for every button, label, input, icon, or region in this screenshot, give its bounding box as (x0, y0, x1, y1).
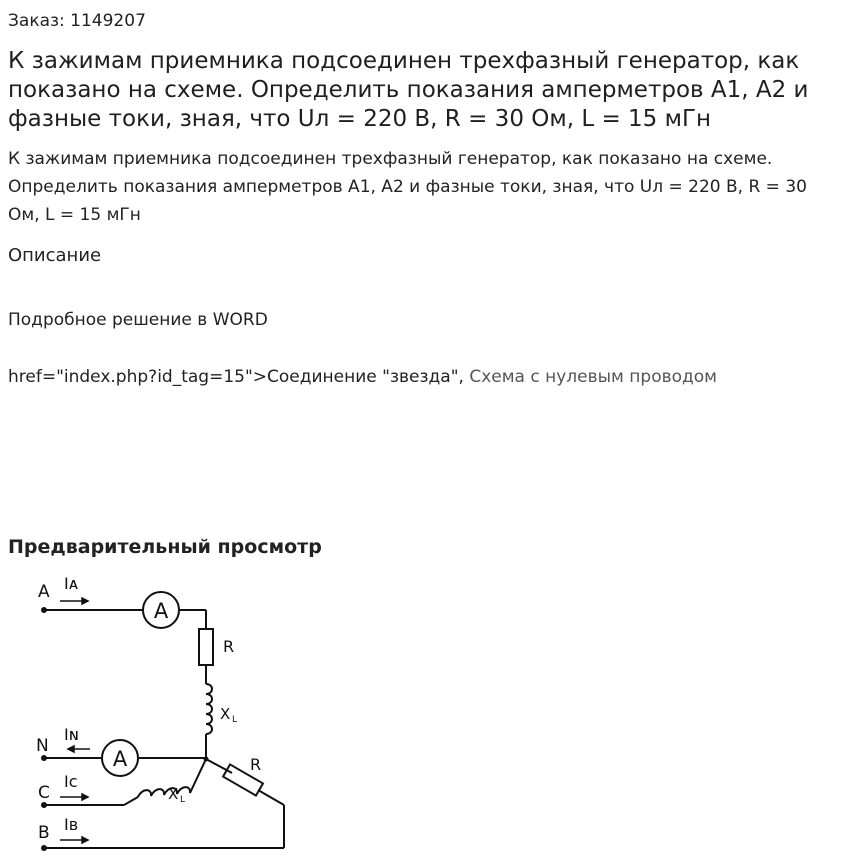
order-number: Заказ: 1149207 (8, 11, 146, 31)
label-phase-a: A (38, 582, 50, 602)
label-inductor-c-sub: L (180, 795, 186, 805)
arrow-current-b-head (82, 837, 88, 843)
resistor-a (199, 629, 213, 665)
solution-format-note: Подробное решение в WORD (8, 310, 268, 330)
neutral-node-icon (204, 757, 209, 762)
task-description: К зажимам приемника подсоединен трехфазный генератор, как показано на схеме. Определить показания амперметров А1, А2 и фазные токи, зная, что Uл = 220 В, R = 30 Ом, L = 15 мГн (8, 149, 807, 225)
label-resistor-b: R (250, 755, 262, 774)
circuit-schematic-image (30, 568, 310, 866)
label-resistor-a: R (223, 637, 235, 656)
ammeter-neutral-label: A (112, 747, 128, 771)
wire-phase-b-diag (258, 790, 284, 805)
preview-heading: Предварительный просмотр (8, 536, 322, 558)
tag-line (8, 365, 717, 389)
wire-phase-c-diag (124, 797, 138, 805)
label-current-c: Iᴄ (64, 772, 78, 791)
label-inductor-a-main: X (220, 705, 231, 723)
label-phase-c: C (38, 783, 50, 803)
terminal-a-icon (41, 607, 47, 613)
terminal-b-icon (41, 845, 47, 851)
tag-link-neutral-wire[interactable]: Схема с нулевым проводом (469, 367, 717, 387)
inductor-a (206, 684, 212, 734)
ammeter-top-label: A (153, 599, 169, 623)
description-heading: Описание (8, 245, 102, 266)
label-phase-n: N (36, 736, 49, 756)
arrow-current-c-head (82, 794, 88, 800)
label-phase-b: B (38, 823, 50, 843)
label-current-b: Iв (64, 815, 79, 834)
label-inductor-a-sub: L (232, 715, 238, 725)
arrow-current-n-head (68, 746, 74, 752)
wire-inductor-c-to-node (190, 759, 206, 793)
label-current-n: Iɴ (64, 725, 79, 744)
arrow-current-a-head (82, 598, 88, 604)
label-inductor-c-main: X (168, 785, 179, 803)
page-title: К зажимам приемника подсоединен трехфазный генератор, как показано на схеме. Определить показания амперметров А1, А2 и фазные токи, зная, что Uл = 220 В, R = 30 Ом, L = 15 мГн (8, 48, 809, 132)
tag-line-prefix: href="index.php?id_tag=15">Соединение "звезда", (8, 367, 470, 387)
label-current-a: Iᴀ (64, 574, 79, 593)
